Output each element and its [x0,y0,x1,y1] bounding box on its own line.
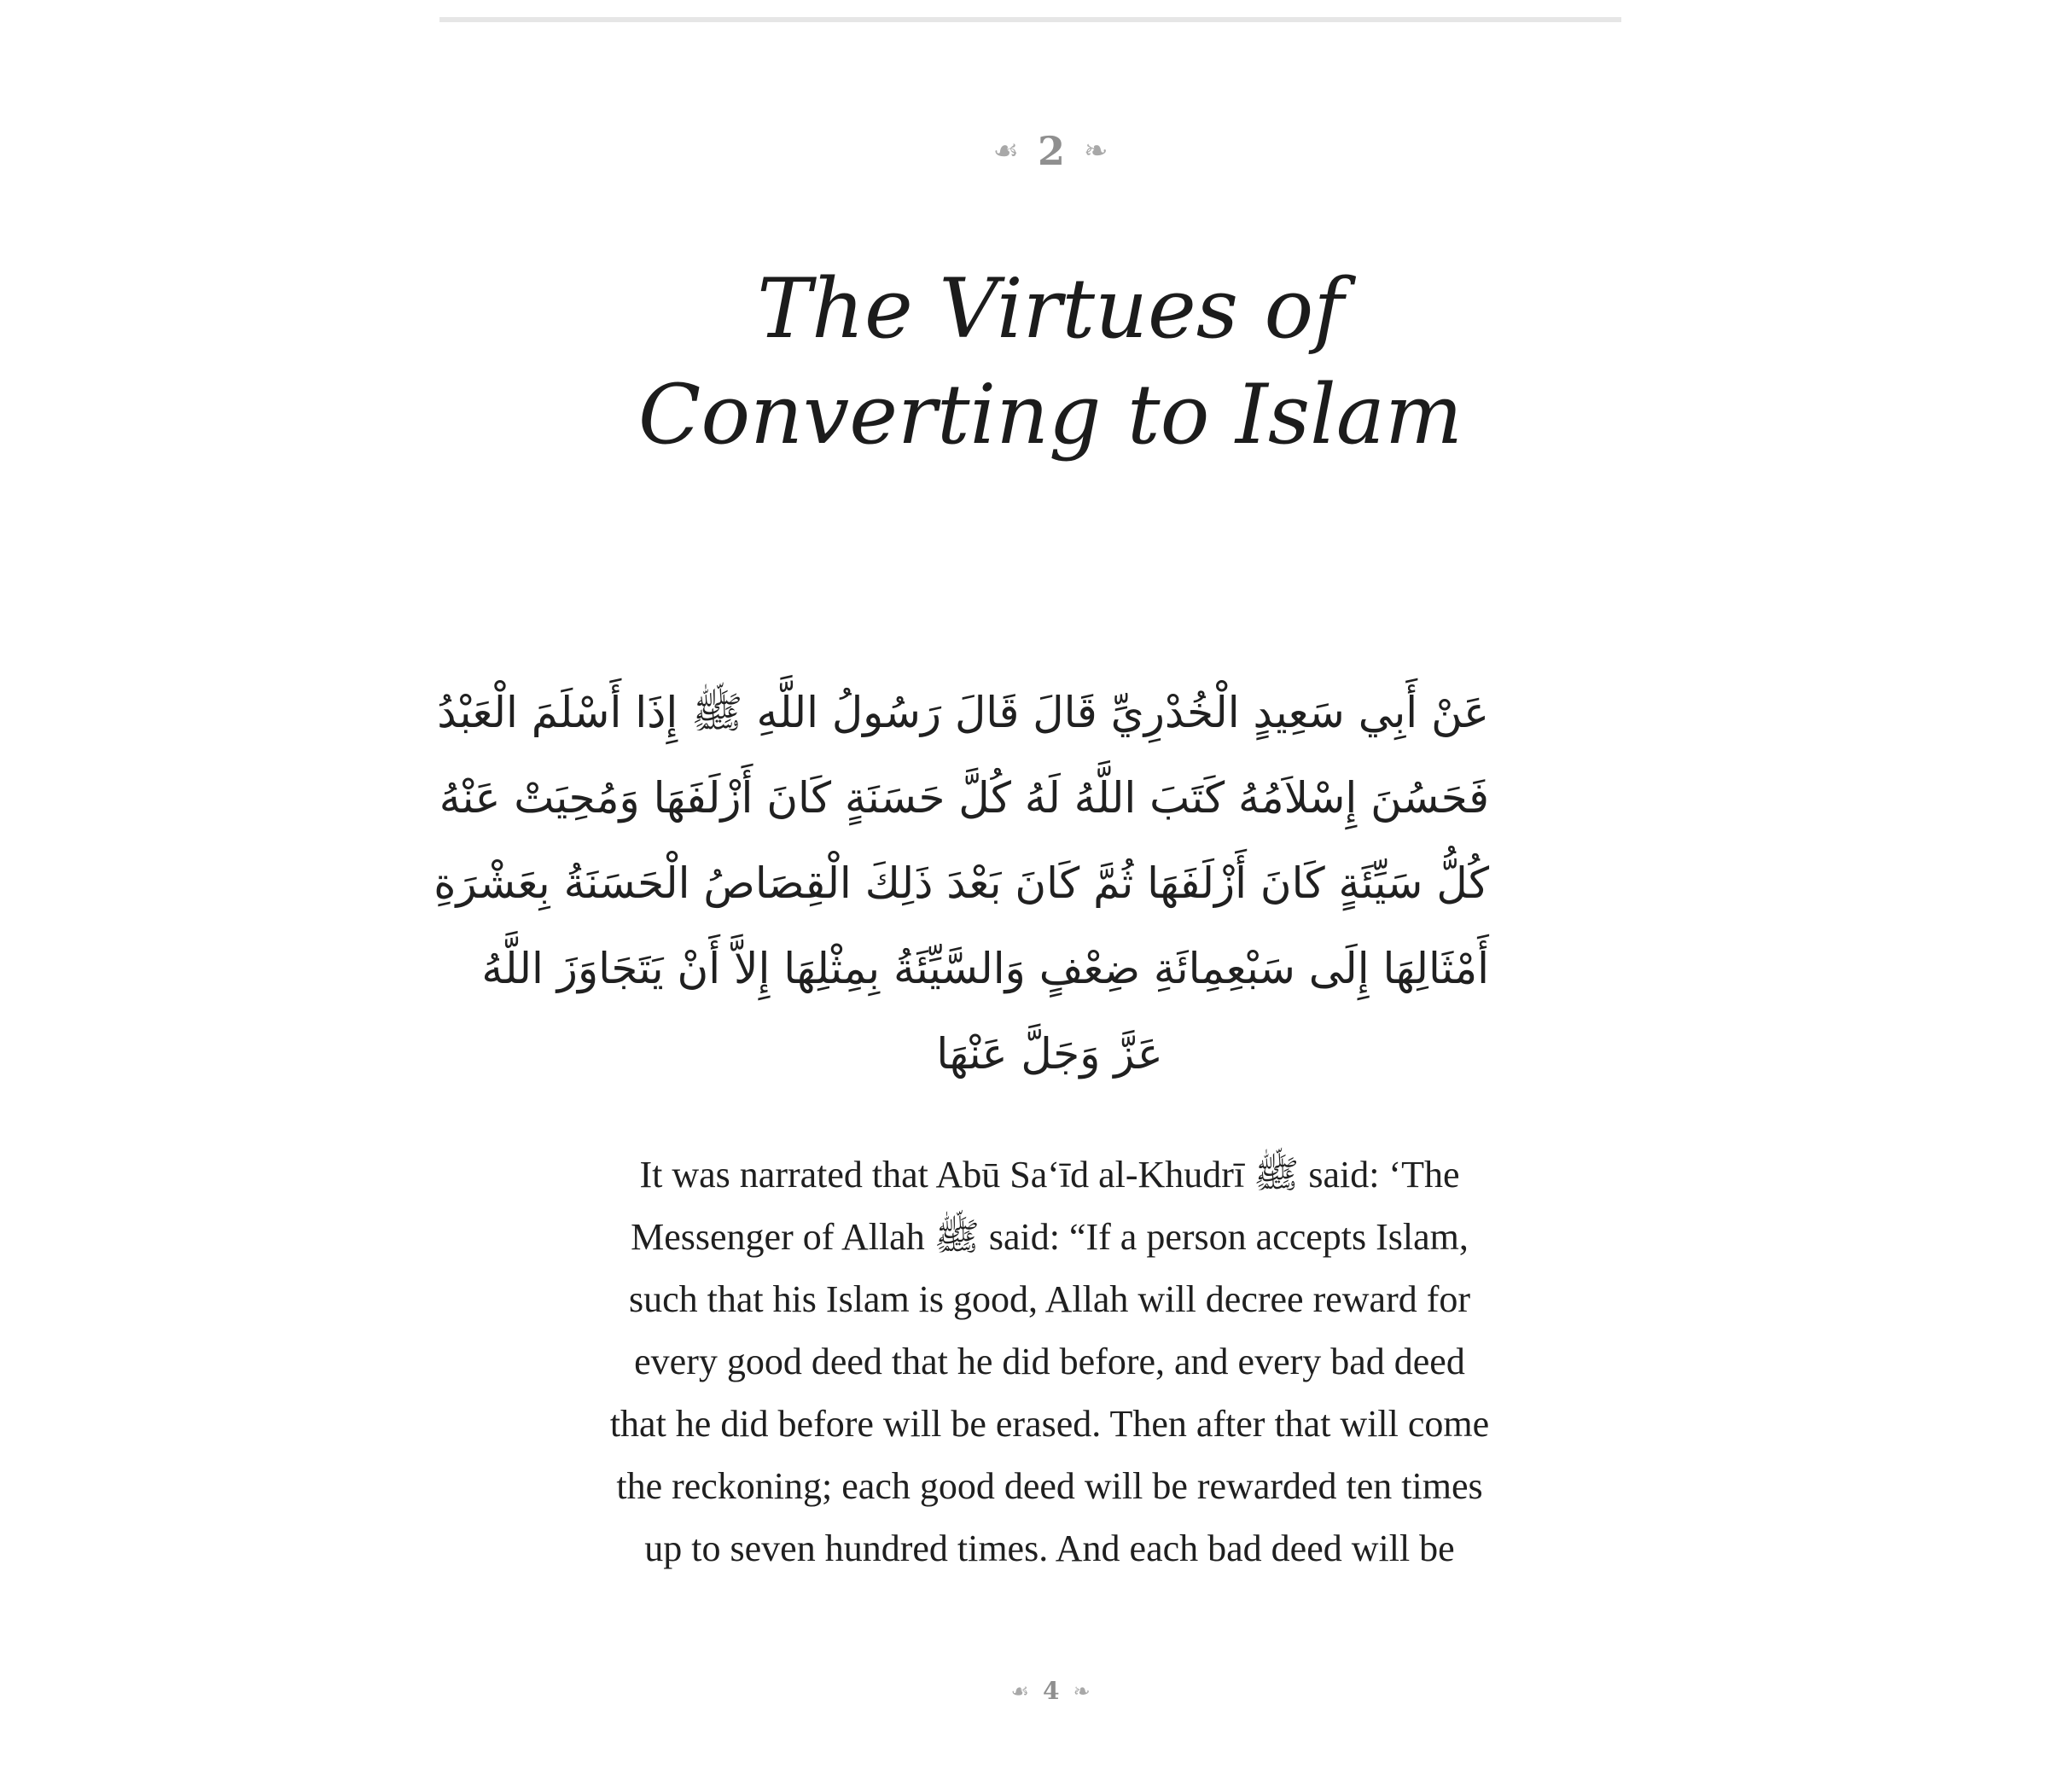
english-line-7: up to seven hundred times. And each bad deed will be [644,1527,1455,1569]
english-line-5: that he did before will be erased. Then after that will come [609,1403,1490,1445]
left-flourish-icon: ☙ [992,134,1019,168]
arabic-line-4: أَمْثَالِهَا إِلَى سَبْعِمِائَةِ ضِعْفٍ وَالسَّيِّئَةُ بِمِثْلِهَا إِلاَّ أَنْ يَتَجَاوَزَ اللَّهُ [481,944,1489,993]
arabic-line-1: عَنْ أَبِي سَعِيدٍ الْخُدْرِيِّ قَالَ قَالَ رَسُولُ اللَّهِ ﷺ إِذَا أَسْلَمَ الْعَبْدُ [437,688,1489,737]
english-translation-text [597,1143,1502,1580]
arabic-line-2: فَحَسُنَ إِسْلاَمُهُ كَتَبَ اللَّهُ لَهُ كُلَّ حَسَنَةٍ كَانَ أَزْلَفَهَا وَمُحِيَتْ عَنْهُ [439,773,1489,823]
page-number: 4 [1042,1677,1060,1705]
english-line-4: every good deed that he did before, and every bad deed [634,1341,1465,1382]
arabic-line-3: كُلُّ سَيِّئَةٍ كَانَ أَزْلَفَهَا ثُمَّ كَانَ بَعْدَ ذَلِكَ الْقِصَاصُ الْحَسَنَةُ بِعَشْرَةِ [433,858,1489,908]
english-line-2: Messenger of Allah ﷺ said: “If a person accepts Islam, [631,1216,1469,1258]
chapter-number-marker [0,128,2048,174]
footer-left-flourish-icon: ☙ [1010,1679,1029,1703]
english-line-6: the reckoning; each good deed will be rewarded ten times [616,1465,1483,1507]
chapter-title-line-1: The Virtues of [757,261,1344,357]
chapter-title [0,256,2048,468]
right-flourish-icon: ❧ [1084,134,1108,168]
english-line-1: It was narrated that Abū Sa‘īd al-Khudrī ﷺ said: ‘The [639,1154,1460,1196]
arabic-hadith-text [433,670,1489,1097]
footer-right-flourish-icon: ❧ [1073,1679,1091,1703]
chapter-number: 2 [1037,128,1065,174]
arabic-line-5: عَزَّ وَجَلَّ عَنْهَا [936,1029,1163,1079]
english-line-3: such that his Islam is good, Allah will decree reward for [628,1278,1471,1320]
top-rule [439,17,1621,22]
page-footer [0,1677,2048,1705]
chapter-title-line-2: Converting to Islam [637,367,1463,463]
